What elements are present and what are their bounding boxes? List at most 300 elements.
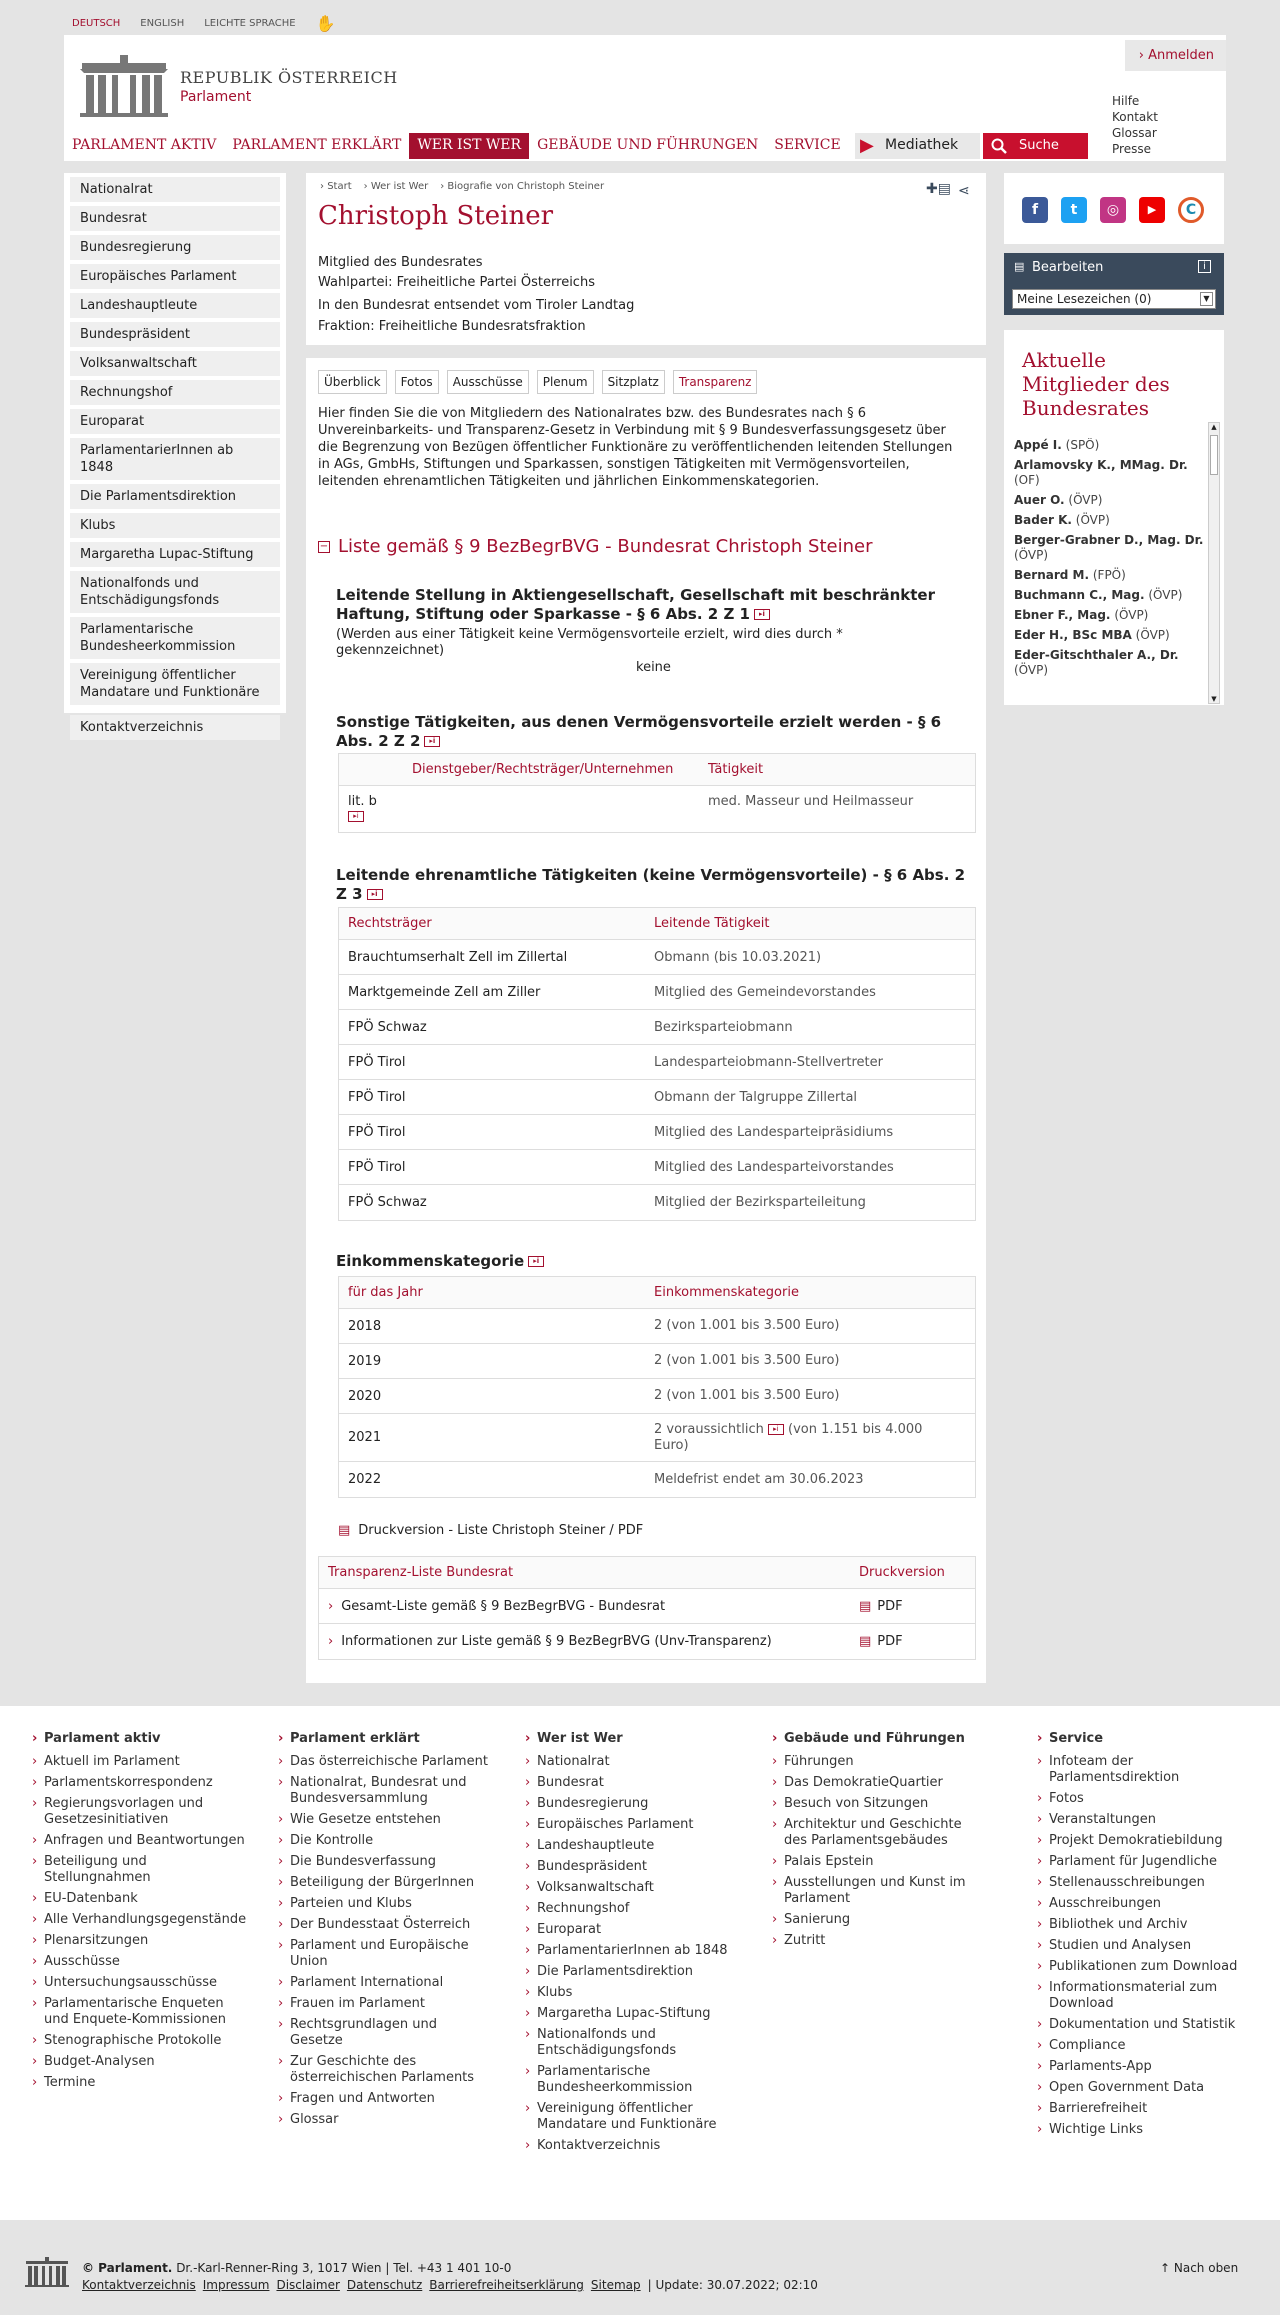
footer-link[interactable]: › Anfragen und Beantwortungen: [32, 1833, 247, 1849]
sidebar-item[interactable]: Landeshauptleute: [70, 293, 280, 318]
main-nav: [64, 133, 849, 159]
sidebar-item[interactable]: Nationalrat: [70, 177, 280, 202]
footer-address: [82, 2261, 511, 2275]
info-icon[interactable]: i: [1198, 260, 1211, 273]
footer-link[interactable]: › Stenographische Protokolle: [32, 2033, 247, 2049]
search-button[interactable]: [983, 133, 1088, 159]
chevron-down-icon: ▼: [1200, 292, 1213, 306]
bearbeiten-title: Bearbeiten: [1032, 260, 1104, 275]
cell-rechtstraeger: FPÖ Tirol: [348, 1159, 406, 1175]
youtube-icon[interactable]: ▶: [1139, 197, 1165, 223]
update-info: | Update: 30.07.2022; 02:10: [647, 2278, 818, 2292]
footer-link[interactable]: › Ausschreibungen: [1037, 1896, 1247, 1912]
login-label: Anmelden: [1148, 48, 1214, 63]
section-title-sonstige: [336, 713, 966, 751]
footer-link[interactable]: › Ausstellungen und Kunst im Parlament: [772, 1875, 987, 1907]
section-note: (Werden aus einer Tätigkeit keine Vermögensvorteile erzielt, wird dies durch * gekennzeichnet): [336, 627, 843, 658]
info-icon[interactable]: ▸i: [768, 1424, 784, 1435]
cell-jahr: 2018: [348, 1318, 382, 1334]
footer-column-title[interactable]: › Gebäude und Führungen: [772, 1731, 987, 1746]
member-party: (ÖVP): [1068, 493, 1103, 507]
info-icon[interactable]: ▸i: [754, 609, 770, 620]
sign-language-icon[interactable]: ✋: [315, 14, 336, 33]
instagram-icon[interactable]: ◎: [1100, 197, 1126, 223]
list-title: Liste gemäß § 9 BezBegrBVG - Bundesrat Christoph Steiner: [338, 536, 873, 557]
breadcrumb-label: Wer ist Wer: [370, 181, 429, 192]
section-title-text: Leitende Stellung in Aktiengesellschaft, Gesellschaft mit beschränkter Haftung, Stiftung oder Sparkasse - § 6 Abs. 2 Z 1: [336, 586, 935, 623]
scroll-down-icon[interactable]: ▼: [1211, 695, 1217, 703]
tab-ausschuesse[interactable]: Ausschüsse: [447, 370, 529, 394]
profile-line-mitglied: Mitglied des Bundesrates: [318, 255, 483, 270]
member-name: Berger-Grabner D., Mag. Dr.: [1014, 533, 1204, 547]
footer-column-title[interactable]: › Service: [1037, 1731, 1247, 1746]
sidebar-item[interactable]: Rechnungshof: [70, 380, 280, 405]
footer-link[interactable]: › Parlamentskorrespondenz: [32, 1775, 247, 1791]
footer-link[interactable]: › Parlament International: [278, 1975, 493, 1991]
breadcrumb-label: Biografie von Christoph Steiner: [447, 181, 605, 192]
transparency-list-link[interactable]: [319, 1634, 859, 1649]
col-jahr: für das Jahr: [348, 1285, 423, 1300]
footer-column-title[interactable]: › Wer ist Wer: [525, 1731, 740, 1746]
page-title: Christoph Steiner: [318, 201, 554, 231]
footer-link[interactable]: › Frauen im Parlament: [278, 1996, 493, 2012]
table-header: [319, 1557, 975, 1589]
cell-kategorie: 2 (von 1.001 bis 3.500 Euro): [654, 1353, 840, 1368]
footer-link[interactable]: › Publikationen zum Download: [1037, 1959, 1247, 1975]
arrow-up-icon: ↑: [1160, 2261, 1174, 2275]
footer-link[interactable]: › Parlamentarische Enqueten und Enquete-Kommissionen: [32, 1996, 247, 2028]
footer-column: [278, 1731, 493, 2133]
bookmarks-select[interactable]: [1012, 289, 1216, 309]
footer-link[interactable]: › Barrierefreiheit: [1037, 2101, 1247, 2117]
search-label: Suche: [1019, 138, 1059, 153]
nav-service[interactable]: SERVICE: [774, 137, 841, 153]
cell-rechtstraeger: FPÖ Schwaz: [348, 1195, 427, 1210]
footer-link[interactable]: › Open Government Data: [1037, 2080, 1247, 2096]
intro-text: Hier finden Sie die von Mitgliedern des Nationalrates bzw. des Bundesrates nach § 6 Unvereinbarkeits- und Transparenz-Gesetz in Verbindung mit § 9 Bundesverfassungsgesetz über die Begrenzung von Bezügen öffentlicher Funktionäre zu veröffentlichenden leitenden Stellungen in AGs, GmbHs, Stiftungen und Sparkassen, sonstigen Tätigkeiten mit Vermögensvorteilen, leitenden ehrenamtlichen Tätigkeiten und jährlichen Einkommenskategorien.: [318, 406, 953, 489]
scrollbar-thumb[interactable]: [1210, 435, 1218, 475]
bookmark-icon: ▤: [1014, 260, 1025, 273]
footer-link[interactable]: › Termine: [32, 2075, 247, 2091]
footer-link[interactable]: › Landeshauptleute: [525, 1838, 740, 1854]
cell-kategorie: Meldefrist endet am 30.06.2023: [654, 1471, 864, 1487]
table-transparenz-liste: [318, 1556, 976, 1660]
member-party: (ÖVP): [1014, 663, 1049, 677]
breadcrumb: [320, 181, 604, 192]
bottom-bar: [0, 2237, 1280, 2315]
footer-link[interactable]: › Europarat: [525, 1922, 740, 1938]
footer-bottom-link[interactable]: Datenschutz: [346, 2278, 423, 2292]
transparency-list-link[interactable]: [319, 1599, 859, 1614]
nav-gebaeude[interactable]: GEBÄUDE UND FÜHRUNGEN: [537, 137, 759, 153]
login-button[interactable]: [1125, 40, 1226, 71]
footer-link[interactable]: › Das DemokratieQuartier: [772, 1775, 987, 1791]
sidebar-item[interactable]: Nationalfonds und Entschädigungsfonds: [70, 571, 280, 613]
footer-link[interactable]: › Die Bundesverfassung: [278, 1854, 493, 1870]
tab-ueberblick[interactable]: Überblick: [318, 370, 387, 394]
cell-kategorie: 2 (von 1.001 bis 3.500 Euro): [654, 1388, 840, 1403]
back-to-top-label: Nach oben: [1173, 2261, 1239, 2275]
table-row: [339, 1379, 975, 1414]
member-link[interactable]: [1014, 458, 1206, 488]
col-taetigkeit: Tätigkeit: [708, 762, 764, 777]
footer-address-text: Dr.-Karl-Renner-Ring 3, 1017 Wien | Tel. +43 1 401 10-0: [176, 2261, 512, 2275]
footer-link[interactable]: › Das österreichische Parlament: [278, 1754, 493, 1770]
member-name: Eder-Gitschthaler A., Dr.: [1014, 648, 1179, 662]
tab-sitzplatz[interactable]: Sitzplatz: [602, 370, 665, 394]
footer-link[interactable]: › Parteien und Klubs: [278, 1896, 493, 1912]
cell-kategorie: 2 (von 1.001 bis 3.500 Euro): [654, 1318, 840, 1333]
scroll-up-icon[interactable]: ▲: [1211, 423, 1217, 431]
bookmarks-select-value: Meine Lesezeichen (0): [1017, 292, 1152, 306]
footer-link[interactable]: › Ausschüsse: [32, 1954, 247, 1970]
utility-glossar[interactable]: Glossar: [1112, 126, 1157, 140]
footer-link[interactable]: › Projekt Demokratiebildung: [1037, 1833, 1247, 1849]
footer-link[interactable]: › Wie Gesetze entstehen: [278, 1812, 493, 1828]
table-row: [339, 1115, 975, 1150]
pdf-icon: ▤: [338, 1523, 351, 1538]
cell-taetigkeit: Mitglied der Bezirksparteileitung: [654, 1195, 866, 1210]
transparency-content: [306, 358, 986, 1683]
sidebar-item[interactable]: Europarat: [70, 409, 280, 434]
member-name: Appé I.: [1014, 438, 1062, 452]
site-header: [64, 35, 1226, 161]
table-sonstige: [338, 753, 976, 833]
cell-jahr: 2020: [348, 1388, 382, 1404]
parliament-building-icon: [80, 55, 168, 117]
col-leitende-taetigkeit: Leitende Tätigkeit: [654, 916, 770, 931]
footer-bottom-link[interactable]: Kontaktverzeichnis: [82, 2278, 196, 2292]
table-row: [339, 786, 975, 832]
footer-link[interactable]: › Die Parlamentsdirektion: [525, 1964, 740, 1980]
footer-link[interactable]: › EU-Datenbank: [32, 1891, 247, 1907]
footer-column: [772, 1731, 987, 1954]
footer-link[interactable]: › Parlament und Europäische Union: [278, 1938, 493, 1970]
list-section-toggle[interactable]: [318, 536, 872, 557]
footer-link[interactable]: › Infoteam der Parlamentsdirektion: [1037, 1754, 1247, 1786]
lang-leichte-sprache[interactable]: LEICHTE SPRACHE: [204, 18, 296, 29]
member-link[interactable]: [1014, 493, 1206, 508]
pdf-icon: ▤: [859, 1634, 872, 1649]
member-link[interactable]: [1014, 588, 1206, 603]
chevron-right-icon: ›: [320, 181, 328, 192]
footer-link[interactable]: › Vereinigung öffentlicher Mandatare und Funktionäre: [525, 2101, 740, 2133]
member-link[interactable]: [1014, 533, 1206, 563]
table-row: [339, 1150, 975, 1185]
sidebar-item[interactable]: Klubs: [70, 513, 280, 538]
col-dienstgeber: Dienstgeber/Rechtsträger/Unternehmen: [412, 762, 674, 777]
footer-link[interactable]: › Veranstaltungen: [1037, 1812, 1247, 1828]
pdf-label: PDF: [877, 1634, 903, 1649]
utility-links: [1112, 93, 1158, 157]
info-icon[interactable]: ▸i: [367, 889, 383, 900]
member-party: (FPÖ): [1092, 568, 1126, 582]
footer-link[interactable]: › Nationalfonds und Entschädigungsfonds: [525, 2027, 740, 2059]
member-link[interactable]: [1014, 513, 1206, 528]
profile-line-entsendet: In den Bundesrat entsendet vom Tiroler Landtag: [318, 298, 635, 313]
footer-link[interactable]: › Bundespräsident: [525, 1859, 740, 1875]
member-name: Auer O.: [1014, 493, 1065, 507]
footer-link[interactable]: › Dokumentation und Statistik: [1037, 2017, 1247, 2033]
member-party: (OF): [1014, 473, 1040, 487]
footer-link[interactable]: › Fotos: [1037, 1791, 1247, 1807]
section-title-text: Leitende ehrenamtliche Tätigkeiten (keine Vermögensvorteile) - § 6 Abs. 2 Z 3: [336, 866, 966, 903]
member-link[interactable]: [1014, 628, 1206, 643]
pdf-label: PDF: [877, 1598, 903, 1614]
member-name: Ebner F., Mag.: [1014, 608, 1111, 622]
footer-brand: © Parlament.: [82, 2261, 173, 2275]
member-link[interactable]: [1014, 648, 1206, 678]
bookmark-add-icon[interactable]: ✚▤: [926, 181, 951, 197]
col-transparenz-liste: Transparenz-Liste Bundesrat: [328, 1565, 514, 1580]
footer-bottom-link[interactable]: Disclaimer: [276, 2278, 340, 2292]
footer-link[interactable]: › Studien und Analysen: [1037, 1938, 1247, 1954]
footer-link[interactable]: › Plenarsitzungen: [32, 1933, 247, 1949]
footer-link[interactable]: › Führungen: [772, 1754, 987, 1770]
tab-fotos[interactable]: Fotos: [395, 370, 439, 394]
footer-link[interactable]: › Rechnungshof: [525, 1901, 740, 1917]
cell-rechtstraeger: FPÖ Tirol: [348, 1124, 406, 1140]
logo-subtitle: Parlament: [180, 88, 252, 105]
info-icon[interactable]: ▸i: [528, 1256, 544, 1267]
profile-line-fraktion: Fraktion: Freiheitliche Bundesratsfraktion: [318, 319, 586, 334]
play-icon: ▶: [860, 135, 874, 156]
footer-link[interactable]: › Palais Epstein: [772, 1854, 987, 1870]
footer-link[interactable]: › Glossar: [278, 2112, 493, 2128]
member-name: Arlamovsky K., MMag. Dr.: [1014, 458, 1188, 472]
nav-parlament-erklaert[interactable]: PARLAMENT ERKLÄRT: [232, 137, 402, 153]
sidebar-item[interactable]: Bundesrat: [70, 206, 280, 231]
cell-taetigkeit: Mitglied des Landesparteivorstandes: [654, 1159, 894, 1175]
cell-taetigkeit: Landesparteiobmann-Stellvertreter: [654, 1054, 883, 1070]
chevron-right-icon: ›: [363, 181, 371, 192]
utility-presse[interactable]: Presse: [1112, 142, 1151, 156]
aktuelle-title: Aktuelle Mitglieder des Bundesrates: [1022, 348, 1170, 420]
footer-link[interactable]: › Wichtige Links: [1037, 2122, 1247, 2138]
utility-hilfe[interactable]: Hilfe: [1112, 94, 1140, 108]
table-row: [339, 1414, 975, 1462]
footer-link[interactable]: › Kontaktverzeichnis: [525, 2138, 740, 2154]
member-party: (ÖVP): [1135, 628, 1170, 642]
footer-link[interactable]: › Alle Verhandlungsgegenstände: [32, 1912, 247, 1928]
sidebar-item[interactable]: Vereinigung öffentlicher Mandatare und Funktionäre: [70, 663, 280, 705]
parliament-building-small-icon: [25, 2257, 69, 2287]
footer-link[interactable]: › Parlament für Jugendliche: [1037, 1854, 1247, 1870]
cell-taetigkeit: Obmann (bis 10.03.2021): [654, 949, 822, 965]
kategorie-range: (von 1.151 bis 4.000 Euro): [654, 1421, 923, 1453]
footer-link[interactable]: › Parlaments-App: [1037, 2059, 1247, 2075]
footer-column-title[interactable]: › Parlament aktiv: [32, 1731, 247, 1746]
cell-taetigkeit: Mitglied des Landesparteipräsidiums: [654, 1124, 894, 1140]
row-label: [339, 794, 708, 824]
section-title-ehrenamtlich: [336, 866, 976, 904]
transparency-list-label: Informationen zur Liste gemäß § 9 BezBegrBVG (Unv-Transparenz): [341, 1634, 772, 1649]
footer-link[interactable]: › Zur Geschichte des österreichischen Parlaments: [278, 2054, 493, 2086]
mediathek-label: Mediathek: [885, 137, 959, 153]
sidebar-item[interactable]: Margaretha Lupac-Stiftung: [70, 542, 280, 567]
row-value: med. Masseur und Heilmasseur: [708, 794, 914, 809]
footer-link[interactable]: › Parlamentarische Bundesheerkommission: [525, 2064, 740, 2096]
footer-bottom-link[interactable]: Barrierefreiheitserklärung: [429, 2278, 584, 2292]
footer-link[interactable]: › Besuch von Sitzungen: [772, 1796, 987, 1812]
print-version-label: Druckversion - Liste Christoph Steiner / PDF: [358, 1523, 644, 1538]
sidebar-nav: [64, 173, 286, 735]
footer-link[interactable]: › Fragen und Antworten: [278, 2091, 493, 2107]
section-title-leitende-stellung: [336, 586, 966, 624]
footer-link[interactable]: › Beteiligung der BürgerInnen: [278, 1875, 493, 1891]
col-einkommenskategorie: Einkommenskategorie: [654, 1285, 799, 1300]
aktuelle-mitglieder-panel: [1004, 330, 1224, 705]
member-name: Buchmann C., Mag.: [1014, 588, 1145, 602]
twitter-icon[interactable]: t: [1061, 197, 1087, 223]
breadcrumb-current: [440, 181, 604, 192]
table-header: [339, 908, 975, 940]
footer-link[interactable]: › Bundesrat: [525, 1775, 740, 1791]
footer-link[interactable]: › Architektur und Geschichte des Parlamentsgebäudes: [772, 1817, 987, 1849]
member-link[interactable]: [1014, 608, 1206, 623]
table-einkommen: [338, 1276, 976, 1498]
sidebar-item[interactable]: Europäisches Parlament: [70, 264, 280, 289]
cell-rechtstraeger: FPÖ Tirol: [348, 1089, 406, 1105]
transparency-list-label: Gesamt-Liste gemäß § 9 BezBegrBVG - Bundesrat: [341, 1598, 666, 1614]
pdf-link[interactable]: [859, 1599, 903, 1614]
section-title-text: Einkommenskategorie: [336, 1252, 525, 1270]
print-version-link[interactable]: [338, 1523, 643, 1538]
footer-link[interactable]: › Untersuchungsausschüsse: [32, 1975, 247, 1991]
chevron-right-icon: ›: [1138, 48, 1149, 63]
footer-link[interactable]: › Zutritt: [772, 1933, 987, 1949]
footer-link[interactable]: › Budget-Analysen: [32, 2054, 247, 2070]
footer-column: [1037, 1731, 1247, 2143]
footer-link[interactable]: › Informationsmaterial zum Download: [1037, 1980, 1247, 2012]
breadcrumb-start[interactable]: [320, 181, 352, 192]
sidebar-item[interactable]: Die Parlamentsdirektion: [70, 484, 280, 509]
logo-title: REPUBLIK ÖSTERREICH: [180, 67, 398, 87]
pdf-icon: ▤: [859, 1598, 872, 1614]
parlament-logo[interactable]: [80, 55, 398, 117]
info-icon[interactable]: ▸i: [424, 736, 440, 747]
lang-english[interactable]: ENGLISH: [140, 18, 185, 29]
table-row: [339, 1344, 975, 1379]
member-party: (ÖVP): [1148, 588, 1183, 602]
table-row: [319, 1589, 975, 1624]
section-value-keine: keine: [636, 660, 671, 675]
col-druckversion: Druckversion: [859, 1565, 945, 1580]
chevron-right-icon: ›: [328, 1598, 334, 1614]
sidebar-item[interactable]: Volksanwaltschaft: [70, 351, 280, 376]
footer-link[interactable]: › Sanierung: [772, 1912, 987, 1928]
cell-kategorie: [654, 1422, 954, 1454]
lang-deutsch[interactable]: DEUTSCH: [72, 18, 121, 29]
section-title-text: Sonstige Tätigkeiten, aus denen Vermögensvorteile erzielt werden - § 6 Abs. 2 Z 2: [336, 713, 942, 750]
sidebar-item[interactable]: Bundespräsident: [70, 322, 280, 347]
bearbeiten-panel: [1004, 253, 1224, 315]
col-rechtstraeger: Rechtsträger: [348, 916, 432, 931]
table-ehrenamtlich: [338, 907, 976, 1221]
table-row: [339, 1010, 975, 1045]
member-link[interactable]: [1014, 568, 1206, 583]
other-social-icon[interactable]: C: [1178, 197, 1204, 223]
footer-link[interactable]: › Nationalrat, Bundesrat und Bundesversammlung: [278, 1775, 493, 1807]
footer-bottom-link[interactable]: Impressum: [202, 2278, 270, 2292]
footer-link[interactable]: › Compliance: [1037, 2038, 1247, 2054]
footer-link[interactable]: › Aktuell im Parlament: [32, 1754, 247, 1770]
footer-link[interactable]: › ParlamentarierInnen ab 1848: [525, 1943, 740, 1959]
table-row: [339, 1185, 975, 1220]
profile-card: [306, 173, 986, 345]
footer-link[interactable]: › Nationalrat: [525, 1754, 740, 1770]
sidebar-item[interactable]: Parlamentarische Bundesheerkommission: [70, 617, 280, 659]
cell-jahr: 2022: [348, 1472, 382, 1487]
footer-link[interactable]: › Die Kontrolle: [278, 1833, 493, 1849]
tab-plenum[interactable]: Plenum: [537, 370, 594, 394]
info-icon[interactable]: ▸i: [348, 811, 364, 822]
back-to-top-link[interactable]: [1160, 2261, 1238, 2275]
mediathek-button[interactable]: [855, 133, 980, 159]
footer-link[interactable]: › Klubs: [525, 1985, 740, 2001]
footer-link[interactable]: › Bundesregierung: [525, 1796, 740, 1812]
footer-link[interactable]: › Rechtsgrundlagen und Gesetze: [278, 2017, 493, 2049]
cell-rechtstraeger: FPÖ Tirol: [348, 1054, 406, 1070]
breadcrumb-wer-ist-wer[interactable]: [364, 181, 429, 192]
cell-taetigkeit: Bezirksparteiobmann: [654, 1019, 793, 1035]
utility-kontakt[interactable]: Kontakt: [1112, 110, 1158, 124]
kategorie-value: 2 voraussichtlich: [654, 1421, 764, 1437]
member-name: Eder H., BSc MBA: [1014, 628, 1132, 642]
table-row: [319, 1624, 975, 1659]
chevron-right-icon: ›: [440, 181, 448, 192]
pdf-link[interactable]: [859, 1634, 903, 1649]
footer-link[interactable]: › Margaretha Lupac-Stiftung: [525, 2006, 740, 2022]
table-row: [339, 940, 975, 975]
member-list-scrollbar[interactable]: [1208, 422, 1220, 704]
footer-link[interactable]: › Volksanwaltschaft: [525, 1880, 740, 1896]
sidebar-item[interactable]: Bundesregierung: [70, 235, 280, 260]
member-link[interactable]: [1014, 438, 1206, 453]
profile-line-wahlpartei: Wahlpartei: Freiheitliche Partei Österreichs: [318, 275, 595, 290]
member-name: Bader K.: [1014, 513, 1072, 527]
cell-taetigkeit: Obmann der Talgruppe Zillertal: [654, 1089, 858, 1105]
share-icon[interactable]: ⋖: [958, 183, 970, 199]
footer-bottom-link[interactable]: Sitemap: [590, 2278, 641, 2292]
breadcrumb-label: Start: [327, 181, 352, 192]
cell-rechtstraeger: Brauchtumserhalt Zell im Zillertal: [348, 949, 568, 965]
footer-column-title[interactable]: › Parlament erklärt: [278, 1731, 493, 1746]
footer-link[interactable]: › Der Bundesstaat Österreich: [278, 1917, 493, 1933]
collapse-icon[interactable]: −: [319, 540, 329, 552]
facebook-icon[interactable]: f: [1022, 197, 1048, 223]
table-header: [339, 1277, 975, 1309]
member-party: (ÖVP): [1114, 608, 1149, 622]
member-party: (ÖVP): [1014, 548, 1049, 562]
footer-column: [525, 1731, 740, 2159]
chevron-right-icon: ›: [328, 1634, 334, 1649]
nav-wer-ist-wer[interactable]: WER IST WER: [409, 133, 529, 159]
sidebar-item[interactable]: ParlamentarierInnen ab 1848: [70, 438, 280, 480]
footer-link[interactable]: › Europäisches Parlament: [525, 1817, 740, 1833]
cell-rechtstraeger: FPÖ Schwaz: [348, 1019, 427, 1035]
table-row: [339, 1462, 975, 1497]
footer-link[interactable]: › Stellenausschreibungen: [1037, 1875, 1247, 1891]
footer-link[interactable]: › Regierungsvorlagen und Gesetzesinitiativen: [32, 1796, 247, 1828]
social-links: [1004, 173, 1224, 244]
cell-jahr: 2019: [348, 1353, 382, 1369]
nav-parlament-aktiv[interactable]: PARLAMENT AKTIV: [72, 137, 217, 153]
footer-link[interactable]: › Beteiligung und Stellungnahmen: [32, 1854, 247, 1886]
tab-transparenz[interactable]: Transparenz: [673, 370, 758, 394]
footer-link[interactable]: › Bibliothek und Archiv: [1037, 1917, 1247, 1933]
sidebar-item[interactable]: Kontaktverzeichnis: [70, 715, 280, 740]
